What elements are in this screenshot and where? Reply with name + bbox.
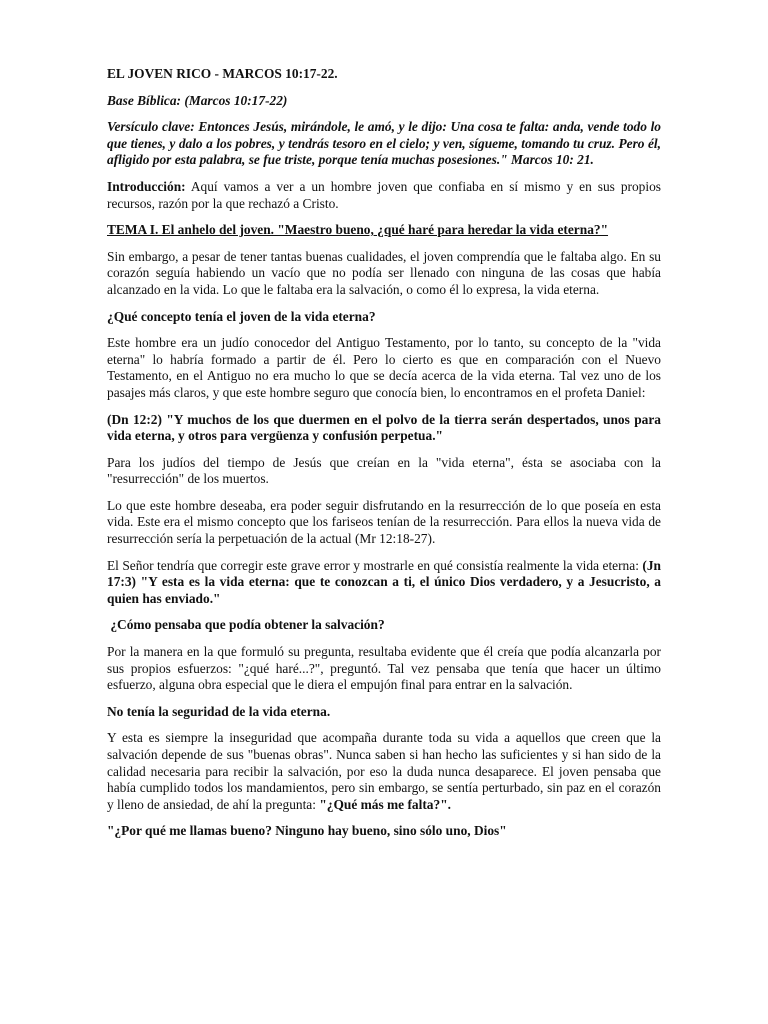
base-biblica: Base Bíblica: (Marcos 10:17-22) — [107, 92, 288, 108]
quote-que-mas-me-falta: "¿Qué más me falta?". — [319, 796, 451, 812]
introduccion-label: Introducción: — [107, 178, 186, 194]
heading-concepto-vida-eterna: ¿Qué concepto tenía el joven de la vida eterna? — [107, 308, 376, 324]
quote-juan: (Jn 17:3) "Y esta es la vida eterna: que te conozcan a ti, el único Dios verdadero, y a Jesucristo, a quien has enviado." — [107, 557, 661, 606]
paragraph-4: Lo que este hombre deseaba, era poder seguir disfrutando en la resurrección de lo que poseía en esta vida. Este era el mismo concepto que los fariseos tenían de la resurrección. Para ellos la nueva vida de resurrección sería la perpetuación de la actual (Mr 12:18-27). — [107, 497, 661, 547]
quote-daniel: (Dn 12:2) "Y muchos de los que duermen en el polvo de la tierra serán despertados, unos para vida eterna, y otros para vergüenza y confusión perpetua." — [107, 411, 661, 444]
heading-obtener-salvacion: ¿Cómo pensaba que podía obtener la salvación? — [107, 617, 385, 633]
introduccion-text: Aquí vamos a ver a un hombre joven que confiaba en sí mismo y en sus propios recursos, razón por la que rechazó a Cristo. — [107, 178, 661, 211]
paragraph-7 — [107, 730, 661, 813]
tema-1-heading: TEMA I. El anhelo del joven. "Maestro bueno, ¿qué haré para heredar la vida eterna?" — [107, 222, 609, 238]
heading-seguridad: No tenía la seguridad de la vida eterna. — [107, 703, 331, 719]
paragraph-1: Sin embargo, a pesar de tener tantas buenas cualidades, el joven comprendía que le faltaba algo. En su corazón seguía habiendo un vacío que no podía ser llenado con ninguna de las cosas que había alcanzado en la vida. Lo que le faltaba era la salvación, o como él lo expresa, la vida eterna. — [107, 248, 661, 297]
document-title: EL JOVEN RICO - MARCOS 10:17-22. — [107, 66, 338, 81]
paragraph-7-text: Y esta es siempre la inseguridad que acompaña durante toda su vida a aquellos que creen que la salvación depende de sus "buenas obras". Nunca saben si han hecho las suficientes y si han sido de la calidad necesaria para recibir la salvación, por eso la duda nunca desaparece. El joven pensaba que había cumplido todos los mandamientos, pero sin embargo, se sentía perturbado, sin paz en el corazón y lleno de ansiedad, de ahí la pregunta: — [107, 730, 661, 812]
versiculo-clave: Versículo clave: Entonces Jesús, mirándole, le amó, y le dijo: Una cosa te falta: anda, vende todo lo que tienes, y dalo a los pobres, y tendrás tesoro en el cielo; y ven, sígueme, tomando tu cruz. Pero él, afligido por esta palabra, se fue triste, porque tenía muchas posesiones." Marcos 10: 21. — [107, 119, 661, 168]
document-page — [107, 66, 661, 850]
paragraph-2: Este hombre era un judío conocedor del Antiguo Testamento, por lo tanto, su concepto de la "vida eterna" lo habría formado a partir de él. Pero lo cierto es que en comparación con el Nuevo Testamento, en el Antiguo no era mucho lo que se decía acerca de la vida eterna. Tal vez uno de los pasajes más claros, y que este hombre seguro que conocía bien, lo encontramos en el profeta Daniel: — [107, 335, 661, 400]
paragraph-3: Para los judíos del tiempo de Jesús que creían en la "vida eterna", ésta se asociaba con la "resurrección" de los muertos. — [107, 454, 661, 487]
paragraph-5-text: El Señor tendría que corregir este grave error y mostrarle en qué consistía realmente la vida eterna: — [107, 557, 643, 573]
paragraph-6: Por la manera en la que formuló su pregunta, resultaba evidente que él creía que podía alcanzarla por sus propios esfuerzos: "¿qué haré...?", preguntó. Tal vez pensaba que tenía que hacer un último esfuerzo, alguna obra especial que le diera el empujón final para entrar en la salvación. — [107, 644, 661, 693]
heading-por-que-me-llamas-bueno: "¿Por qué me llamas bueno? Ninguno hay bueno, sino sólo uno, Dios" — [107, 823, 507, 839]
paragraph-5 — [107, 558, 661, 608]
introduccion-paragraph — [107, 179, 661, 212]
